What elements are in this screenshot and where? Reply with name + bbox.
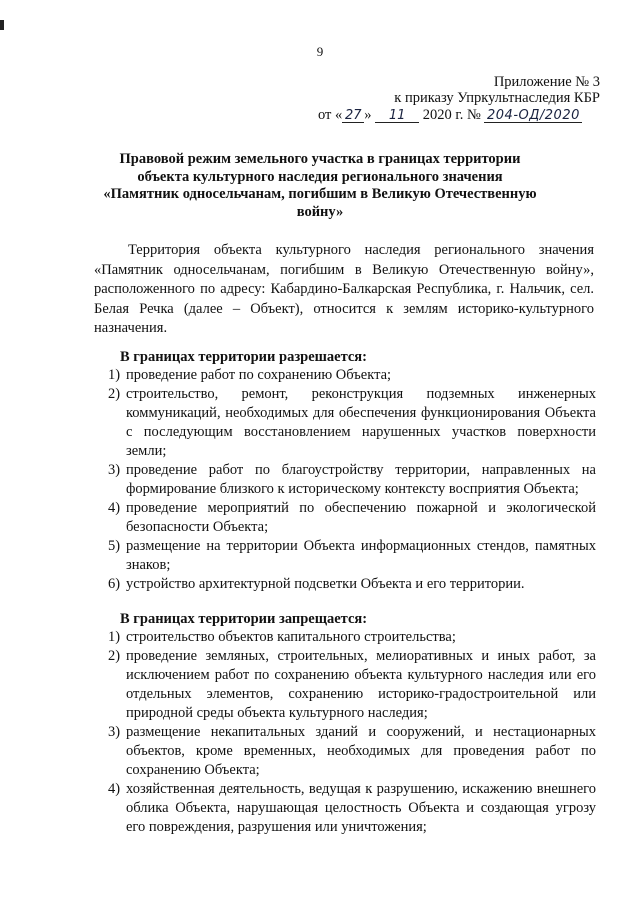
- allowed-heading: В границах территории разрешается:: [120, 349, 367, 365]
- list-item: [108, 499, 596, 537]
- item-text: строительство объектов капитального строительства;: [126, 629, 456, 645]
- title-line: войну»: [296, 203, 344, 220]
- item-text: проведение работ по сохранению Объекта;: [126, 367, 392, 383]
- scan-edge-mark: [0, 20, 4, 30]
- item-number: 2): [108, 386, 121, 402]
- item-number: 4): [108, 781, 121, 797]
- appendix-label: Приложение № 3: [493, 74, 600, 90]
- item-number: 1): [108, 367, 121, 383]
- list-item: [108, 575, 596, 594]
- item-number: 1): [108, 629, 121, 645]
- title-line: «Памятник односельчанам, погибшим в Великую Отечественную: [103, 186, 537, 202]
- item-number: 2): [108, 648, 121, 664]
- list-item: [108, 461, 596, 499]
- item-text: проведение земляных, строительных, мелиоративных и иных работ, за исключением работ по сохранению объекта культурного наследия или его отдельных элементов, сохранению историко-градостроительной или природной среды объекта культурного наследия;: [126, 648, 596, 721]
- document-title: [100, 151, 540, 221]
- item-text: хозяйственная деятельность, ведущая к разрушению, искажению внешнего облика Объекта, нарушающая целостность Объекта и создающая угрозу его повреждения, разрушения или уничтожения;: [126, 781, 596, 835]
- title-line: объекта культурного наследия регионального значения: [137, 168, 503, 185]
- item-text: размещение некапитальных зданий и сооружений, и нестационарных объектов, кроме временных, необходимых для проведения работ по сохранению Объекта;: [126, 724, 596, 778]
- item-text: устройство архитектурной подсветки Объекта и его территории.: [126, 576, 525, 592]
- item-text: проведение мероприятий по обеспечению пожарной и экологической безопасности Объекта;: [126, 500, 596, 535]
- item-text: размещение на территории Объекта информационных стендов, памятных знаков;: [126, 538, 596, 573]
- order-reference: к приказу Упркультнаследия КБР: [394, 90, 600, 106]
- order-date-line: [318, 106, 582, 124]
- page-number: 9: [316, 44, 324, 59]
- list-item: [108, 628, 596, 647]
- handwritten-order-number: 204-ОД/2020: [484, 109, 582, 123]
- allowed-list: [108, 366, 596, 594]
- date-year: 2020 г. №: [422, 107, 481, 123]
- title-line: Правовой режим земельного участка в границах территории: [119, 151, 521, 167]
- date-mid: »: [364, 107, 372, 123]
- item-number: 4): [108, 500, 121, 516]
- list-item: [108, 647, 596, 723]
- handwritten-month: 11: [375, 109, 419, 123]
- handwritten-day: 27: [342, 109, 364, 123]
- forbidden-list: [108, 628, 596, 837]
- item-text: проведение работ по благоустройству территории, направленных на формирование близкого к историческому контексту восприятия Объекта;: [126, 462, 596, 497]
- forbidden-heading: В границах территории запрещается:: [120, 611, 368, 627]
- list-item: [108, 780, 596, 837]
- item-text: строительство, ремонт, реконструкция подземных инженерных коммуникаций, необходимых для обеспечения функционирования Объекта с последующим восстановлением нарушенных участков поверхности земли;: [126, 386, 596, 459]
- list-item: [108, 385, 596, 461]
- date-prefix: от «: [318, 107, 343, 123]
- item-number: 5): [108, 538, 121, 554]
- item-number: 6): [108, 576, 121, 592]
- appendix-header: [394, 74, 600, 106]
- item-number: 3): [108, 462, 121, 478]
- list-item: [108, 723, 596, 780]
- intro-paragraph: Территория объекта культурного наследия регионального значения «Памятник односельчанам, погибшим в Великую Отечественную войну», расположенного по адресу: Кабардино-Балкарская Республика, г. Нальчик, сел. Белая Речка (далее – Объект), относится к землям историко-культурного назначения.: [94, 242, 594, 336]
- list-item: [108, 537, 596, 575]
- list-item: [108, 366, 596, 385]
- item-number: 3): [108, 724, 121, 740]
